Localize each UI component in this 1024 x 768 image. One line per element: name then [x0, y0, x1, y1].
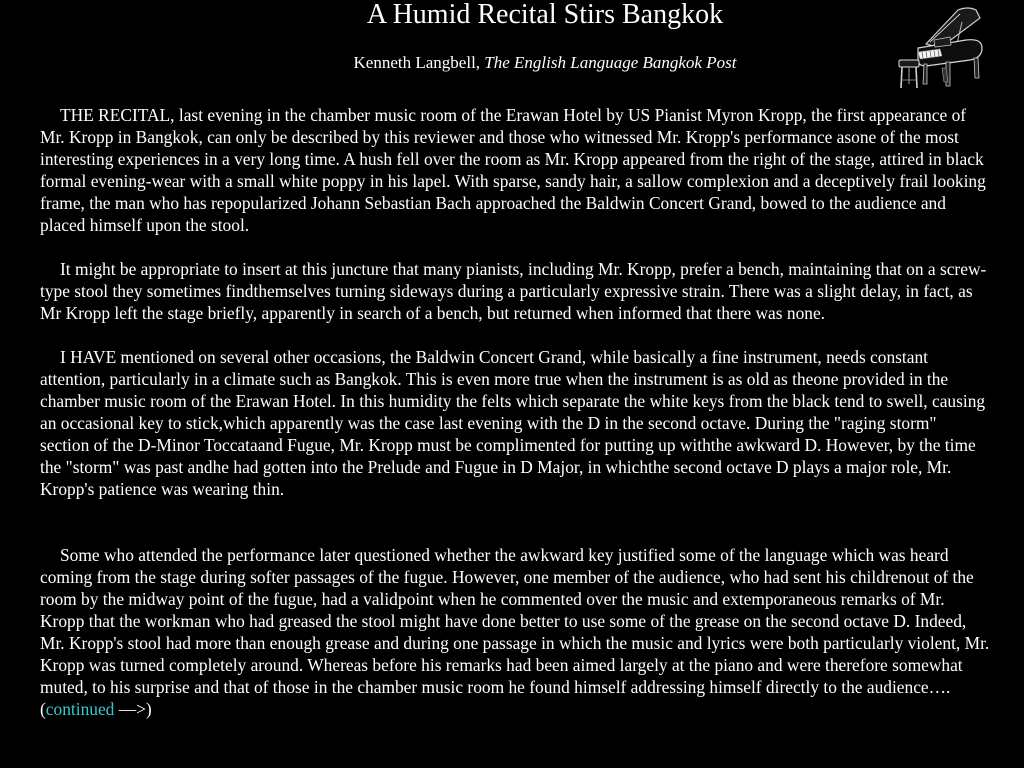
continued-link[interactable]: continued: [45, 699, 115, 719]
grand-piano-icon: [896, 4, 986, 96]
publication-name: The English Language Bangkok Post: [484, 53, 737, 72]
paragraph-1: THE RECITAL, last evening in the chamber music room of the Erawan Hotel by US Pianist Myron Kropp, the first appearance of Mr. Kropp in Bangkok, can only be described by this reviewer and those who witnessed Mr. Kropp's performance asone of the most interesting experiences in a very long time. A hush fell over the room as Mr. Kropp appeared from the right of the stage, attired in black formal evening-wear with a small white poppy in his lapel. With sparse, sandy hair, a sallow complexion and a deceptively frail looking frame, the man who has repopularized Johann Sebastian Bach approached the Baldwin Concert Grand, bowed to the audience and placed himself upon the stool.: [40, 105, 986, 235]
paragraph-4-text: Some who attended the performance later questioned whether the awkward key justified some of the language which was heard coming from the stage during softer passages of the fugue. However, one member of the audience, who had sent his childrenout of the room by the midway point of the fugue, had a validpoint when he commented over the music and extemporaneous remarks of Mr. Kropp that the workman who had greased the stool might have done better to use some of the grease on the second octave D. Indeed, Mr. Kropp's stool had more than enough grease and during one passage in which the music and lyrics were both particularly violent, Mr. Kropp was turned completely around. Whereas before his remarks had been aimed largely at the piano and were therefore somewhat muted, to his surprise and that of those in the chamber music room he found himself addressing himself directly to the audience…. (: [40, 545, 990, 719]
byline: [0, 52, 1024, 74]
paragraph-4: [40, 544, 990, 720]
article-body: [40, 104, 990, 742]
article-title: A Humid Recital Stirs Bangkok: [366, 0, 724, 30]
author-name: Kenneth Langbell,: [353, 53, 481, 72]
paragraph-3: I HAVE mentioned on several other occasions, the Baldwin Concert Grand, while basically a fine instrument, needs constant attention, particularly in a climate such as Bangkok. This is even more true when the instrument is as old as theone provided in the chamber music room of the Erawan Hotel. In this humidity the felts which separate the white keys from the black tend to swell, causing an occasional key to stick,which apparently was the case last evening with the D in the second octave. During the "raging storm" section of the D-Minor Toccataand Fugue, Mr. Kropp must be complimented for putting up withthe awkward D. However, by the time the "storm" was past andhe had gotten into the Prelude and Fugue in D Major, in whichthe second octave D plays a major role, Mr. Kropp's patience was wearing thin.: [40, 347, 986, 499]
continued-suffix: —>): [114, 699, 152, 719]
paragraph-2: It might be appropriate to insert at this juncture that many pianists, including Mr. Kropp, prefer a bench, maintaining that on a screw-type stool they sometimes findthemselves turning sideways during a particularly expressive strain. There was a slight delay, in fact, as Mr Kropp left the stage briefly, apparently in search of a bench, but returned when informed that there was none.: [40, 259, 987, 323]
